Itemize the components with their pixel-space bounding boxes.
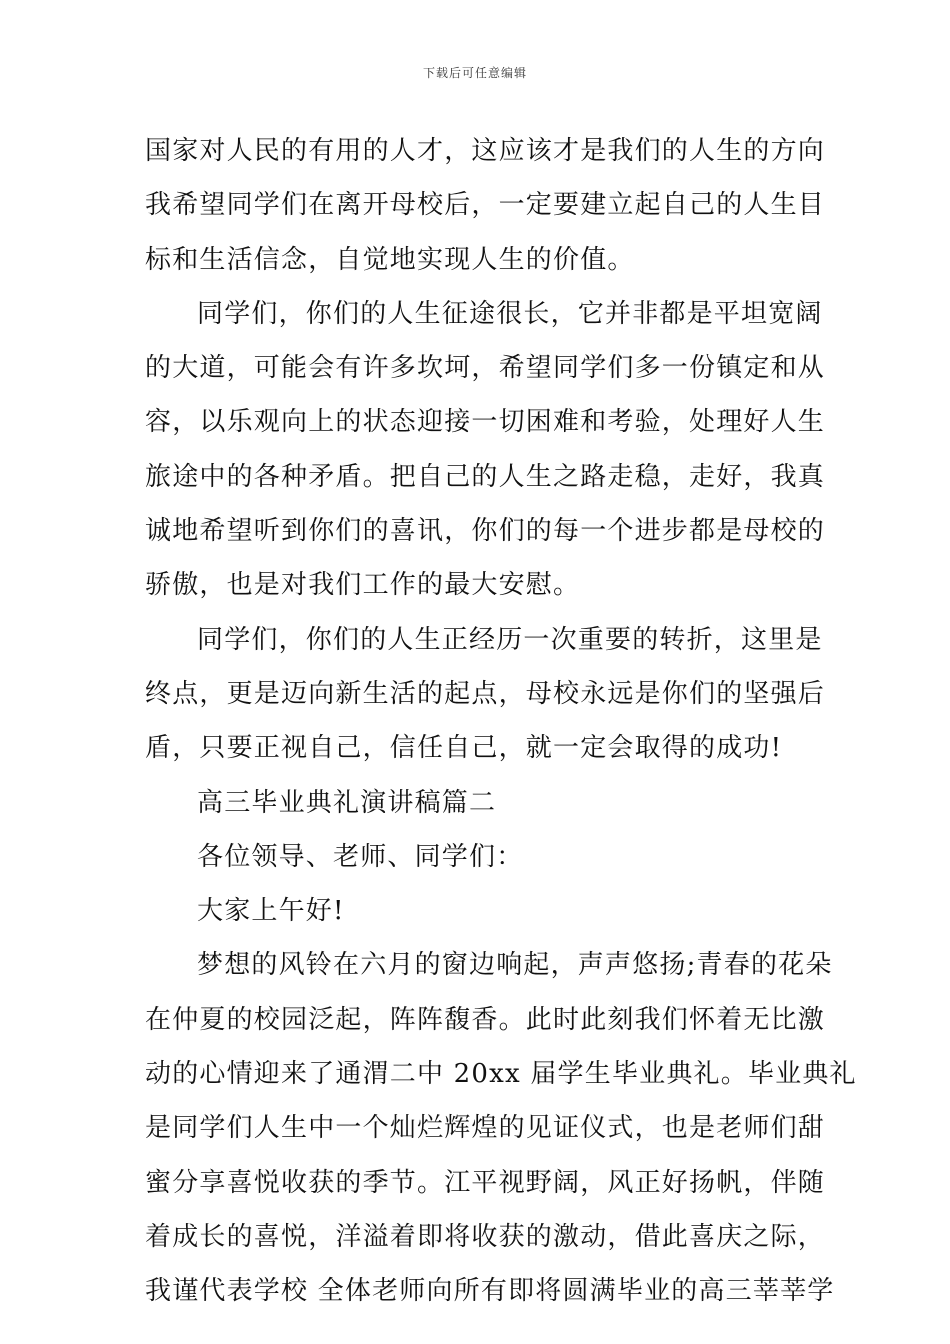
text-line: 动的心情迎来了通渭二中 20xx 届学生毕业典礼。毕业典礼 <box>145 1059 857 1090</box>
text-line: 我谨代表学校 全体老师向所有即将圆满毕业的高三莘莘学 <box>145 1276 835 1307</box>
text-line: 旅途中的各种矛盾。把自己的人生之路走稳，走好，我真 <box>145 461 826 492</box>
text-line: 蜜分享喜悦收获的季节。江平视野阔，风正好扬帆，伴随 <box>145 1167 826 1198</box>
text-line: 着成长的喜悦，洋溢着即将收获的激动，借此喜庆之际， <box>145 1221 826 1252</box>
section-title: 高三毕业典礼演讲稿篇二 <box>197 787 497 818</box>
text-line: 骄傲，也是对我们工作的最大安慰。 <box>145 570 581 601</box>
text-line: 诚地希望听到你们的喜讯，你们的每一个进步都是母校的 <box>145 516 826 547</box>
paragraph-start-line: 梦想的风铃在六月的窗边响起，声声悠扬;青春的花朵 <box>197 950 833 981</box>
paragraph-start-line: 同学们，你们的人生正经历一次重要的转折，这里是 <box>197 624 823 655</box>
text-line: 终点，更是迈向新生活的起点，母校永远是你们的坚强后 <box>145 678 826 709</box>
text-line: 标和生活信念，自觉地实现人生的价值。 <box>145 244 635 275</box>
text-line: 是同学们人生中一个灿烂辉煌的见证仪式，也是老师们甜 <box>145 1113 826 1144</box>
text-line: 盾，只要正视自己，信任自己，就一定会取得的成功! <box>145 733 783 764</box>
text-line: 我希望同学们在离开母校后，一定要建立起自己的人生目 <box>145 190 826 221</box>
page-header-note: 下载后可任意编辑 <box>422 66 527 80</box>
greeting: 大家上午好! <box>197 896 345 927</box>
salutation: 各位领导、老师、同学们： <box>197 841 524 872</box>
document-body <box>145 124 857 1319</box>
text-line: 容，以乐观向上的状态迎接一切困难和考验，处理好人生 <box>145 407 826 438</box>
text-line: 在仲夏的校园泛起，阵阵馥香。此时此刻我们怀着无比激 <box>145 1004 826 1035</box>
paragraph-start-line: 同学们，你们的人生征途很长，它并非都是平坦宽阔 <box>197 298 823 329</box>
text-line: 的大道，可能会有许多坎坷，希望同学们多一份镇定和从 <box>145 353 826 384</box>
text-line: 国家对人民的有用的人才，这应该才是我们的人生的方向 <box>145 136 826 166</box>
